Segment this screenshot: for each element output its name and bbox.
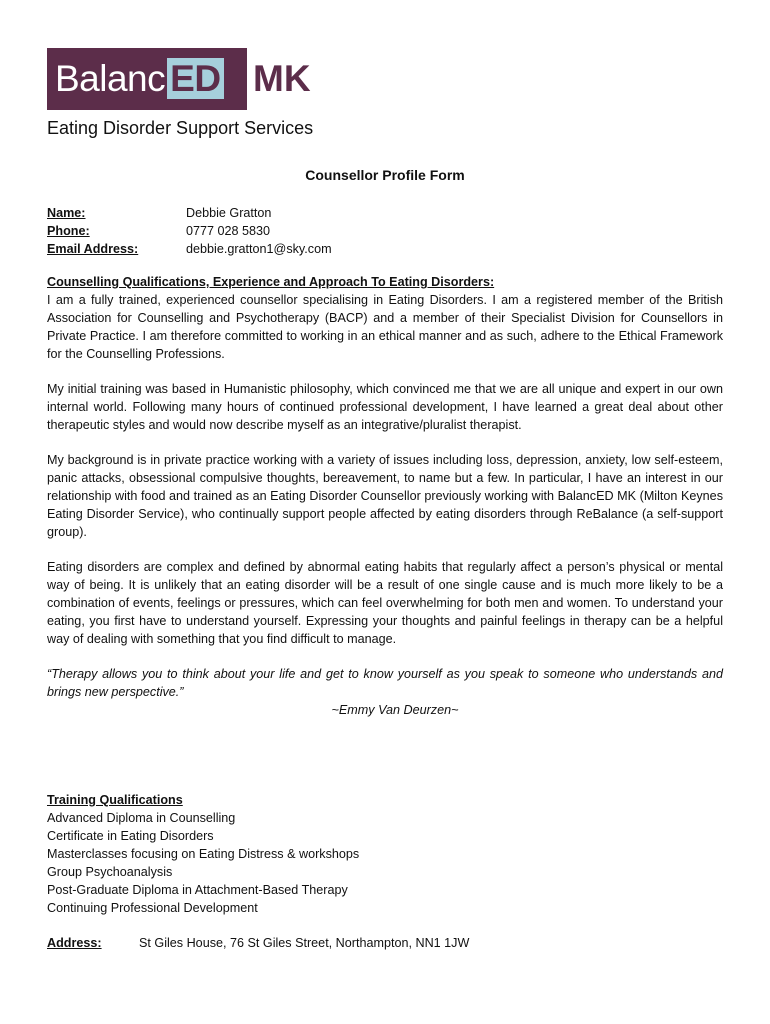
contact-row-email [47, 240, 332, 258]
training-item: Advanced Diploma in Counselling [47, 811, 236, 825]
phone-value: 0777 028 5830 [186, 224, 271, 238]
address-row [47, 934, 469, 952]
training-item: Continuing Professional Development [47, 901, 258, 915]
quote: “Therapy allows you to think about your life and get to know yourself as you speak to someone who understands and brings new perspective.” [47, 667, 723, 699]
tagline: Eating Disorder Support Services [47, 118, 314, 138]
name-label: Name: [47, 206, 86, 220]
contact-row-phone [47, 222, 332, 240]
logo-box [47, 48, 247, 110]
training-heading: Training Qualifications [47, 793, 183, 807]
email-value: debbie.gratton1@sky.com [186, 242, 332, 256]
contact-row-name [47, 204, 332, 222]
address-label: Address: [47, 936, 102, 950]
name-value: Debbie Gratton [186, 206, 272, 220]
phone-label: Phone: [47, 224, 90, 238]
contact-details [47, 204, 332, 258]
paragraph-2: My initial training was based in Humanistic philosophy, which convinced me that we are all unique and expert in our own internal world. Following many hours of continued professional development, I have learned a great deal about other therapeutic styles and would now describe myself as an integrative/pluralist therapist. [47, 382, 723, 432]
quote-author: ~Emmy Van Deurzen~ [331, 703, 459, 717]
email-label: Email Address: [47, 242, 139, 256]
logo-text-mk: MK [253, 58, 311, 99]
profile-body [47, 273, 723, 719]
section-heading: Counselling Qualifications, Experience and Approach To Eating Disorders: [47, 275, 495, 289]
address-value: St Giles House, 76 St Giles Street, Northampton, NN1 1JW [139, 936, 470, 950]
form-title: Counsellor Profile Form [305, 167, 465, 183]
training-item: Post-Graduate Diploma in Attachment-Based Therapy [47, 883, 348, 897]
paragraph-3: My background is in private practice working with a variety of issues including loss, depression, anxiety, low self-esteem, panic attacks, obsessional compulsive thoughts, bereavement, to name but a few. In particular, I have an interest in our relationship with food and trained as an Eating Disorder Counsellor previously working with BalancED MK (Milton Keynes Eating Disorder Service), who continually support people affected by eating disorders through ReBalance (a self-support group). [47, 453, 723, 539]
training-item: Masterclasses focusing on Eating Distress & workshops [47, 847, 360, 861]
balanced-mk-logo [47, 48, 311, 110]
paragraph-4: Eating disorders are complex and defined by abnormal eating habits that regularly affect a person’s physical or mental way of being. It is unlikely that an eating disorder will be a result of one single cause and is much more likely to be a combination of events, feelings or pressures, which can feel overwhelming for both men and women. To understand your eating, you first have to understand yourself. Expressing your thoughts and painful feelings in therapy can be a helpful way of dealing with something that you find difficult to manage. [47, 560, 723, 646]
training-qualifications [47, 791, 359, 917]
paragraph-1: I am a fully trained, experienced counsellor specialising in Eating Disorders. I am a registered member of the British Association for Counselling and Psychotherapy (BACP) and a member of their Specialist Division for Counsellors in Private Practice. I am therefore committed to working in an ethical manner and as such, adhere to the Ethical Framework for the Counselling Professions. [47, 293, 723, 361]
logo-text-ed: ED [167, 58, 223, 99]
logo-text-balanc: Balanc [55, 58, 166, 99]
training-item: Certificate in Eating Disorders [47, 829, 214, 843]
training-item: Group Psychoanalysis [47, 865, 173, 879]
